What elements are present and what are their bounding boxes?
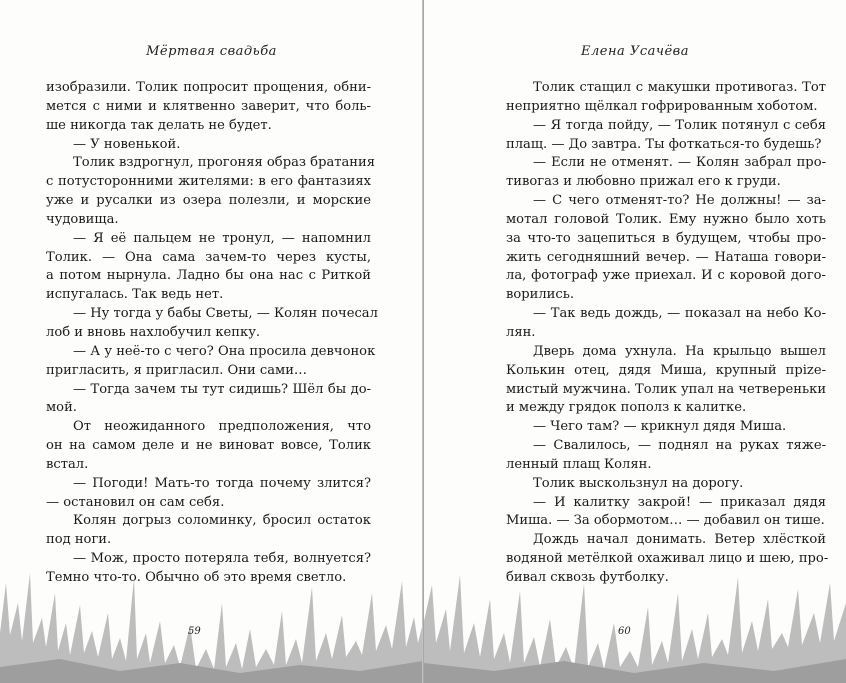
text-line: — Я её пальцем не тронул, — напомнил (73, 230, 371, 246)
text-line: мотал головой Толик. Ему нужно было хоть (506, 211, 826, 227)
text-line: лян. (506, 324, 536, 340)
text-line: Дверь дома ухнула. На крыльцо вышел (533, 343, 826, 359)
text-line: плащ. — До завтра. Ты фоткаться-то будешь? (506, 136, 822, 152)
text-line: — Свалилось, — поднял на руках тяже- (533, 438, 826, 454)
text-line: ворились. (506, 287, 575, 303)
text-line: лоб и вновь нахлобучил кепку. (46, 324, 261, 340)
body-text (46, 79, 378, 588)
text-line: тивогаз и любовно прижал его к груди. (506, 174, 781, 190)
text-line: мистый мужчина. Толик упал на четвереньки (506, 381, 827, 397)
text-line: — Я тогда пойду, — Толик потянул с себя (533, 117, 826, 133)
text-line: Колян догрыз соломинку, бросил остаток (73, 513, 371, 529)
text-line: бивал сквозь футболку. (506, 569, 669, 585)
page-number: 59 (188, 626, 201, 637)
running-head-author: Елена Усачёва (581, 44, 689, 59)
text-line: чудовища. (46, 211, 119, 227)
text-line: ла, фотограф уже приехал. И с коровой дого- (506, 268, 826, 284)
text-line: мется с ними и клятвенно заверит, что боль- (46, 98, 371, 114)
text-line: Толик стащил с макушки противогаз. Тот (533, 80, 826, 95)
text-line: Колькин отец, дядя Миша, крупный прize- (506, 362, 826, 378)
text-line: ше никогда так делать не будет. (46, 117, 272, 133)
text-line: встал. (46, 456, 89, 472)
right-page (424, 0, 846, 683)
text-line: Толик вздрогнул, прогоняя образ братания (73, 155, 376, 171)
text-line: за что-то зацепиться в будущем, чтобы про- (506, 230, 826, 246)
text-line: — Погоди! Мать-то тогда почему злится? (73, 475, 371, 491)
text-line: — У новенькой. (73, 136, 181, 152)
text-line: — Если не отменят. — Колян забрал про- (533, 155, 826, 171)
text-line: — Тогда зачем ты тут сидишь? Шёл бы до- (73, 381, 371, 397)
text-line: пригласить, я пригласил. Они сами… (46, 362, 308, 378)
text-line: а потом нырнула. Ладно бы она нас с Риткой (46, 268, 371, 284)
body-text (506, 79, 829, 588)
text-line: — остановил он сам себя. (46, 494, 225, 510)
text-line: уже и русалки из озера полезли, и морские (46, 193, 371, 209)
text-line: Темно что-то. Обычно об это время светло. (46, 569, 347, 585)
text-line: — Так ведь дождь, — показал на небо Ко- (533, 306, 826, 322)
text-line: Дождь начал донимать. Ветер хлёсткой (533, 532, 826, 548)
grass-silhouette-illustration (0, 563, 423, 683)
text-line: — С чего отменят-то? Не должны! — за- (533, 193, 826, 209)
grass-silhouette-illustration (424, 563, 846, 683)
text-line: От неожиданного предположения, что (73, 419, 371, 435)
text-line: и между грядок пополз к калитке. (506, 400, 747, 416)
text-line: неприятно щёлкал гофрированным хоботом. (506, 98, 818, 114)
text-line: Толик выскользнул на дорогу. (533, 475, 744, 491)
text-line: изобразили. Толик попросит прощения, обни- (46, 80, 371, 95)
page-number: 60 (618, 626, 631, 637)
text-line: — А у неё-то с чего? Она просила девчонок (73, 343, 376, 359)
running-head-book-title: Мёртвая свадьба (146, 44, 277, 59)
text-line: Толик. — Она сама зачем-то через кусты, (46, 249, 371, 265)
text-line: с потусторонними жителями: в его фантазиях (46, 174, 371, 190)
text-line: он на самом деле и не виноват вовсе, Толик (46, 438, 371, 454)
text-line: под ноги. (46, 532, 112, 548)
text-line: испугалась. Так ведь нет. (46, 287, 224, 303)
text-line: — И калитку закрой! — приказал дядя (533, 494, 826, 510)
text-line: — Ну тогда у бабы Светы, — Колян почесал (73, 306, 378, 322)
text-line: водяной метёлкой охаживал лицо и шею, про- (506, 551, 829, 567)
text-line: ленный плащ Колян. (506, 456, 652, 472)
text-line: — Чего там? — крикнул дядя Миша. (533, 419, 787, 435)
text-line: мой. (46, 400, 77, 416)
text-line: Миша. — За обормотом… — добавил он тише. (506, 513, 825, 529)
text-line: жить сегодняшний вечер. — Наташа говори- (506, 249, 826, 265)
text-line: — Мож, просто потеряла тебя, волнуется? (73, 551, 371, 567)
